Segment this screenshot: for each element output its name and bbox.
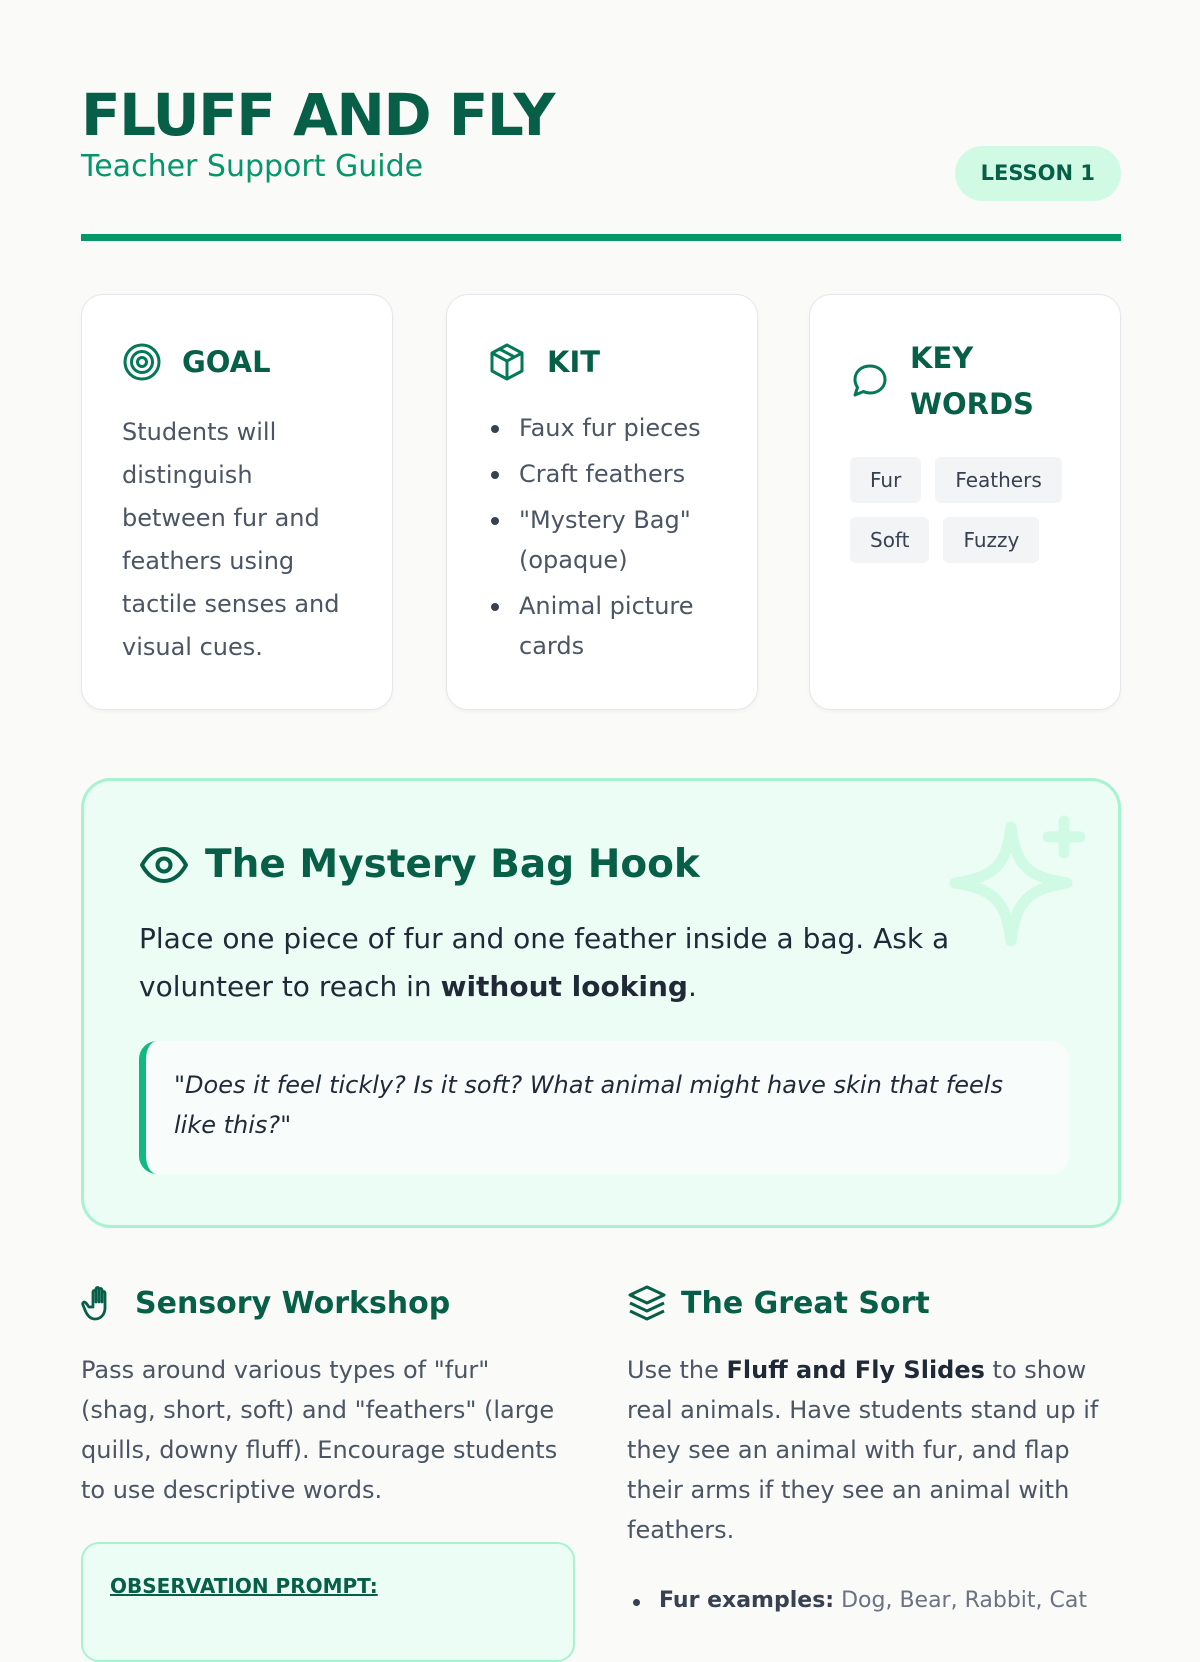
great-sort-header — [627, 1280, 1121, 1326]
hook-header — [139, 841, 700, 889]
great-sort-text-end: to show real animals. Have students stand up if they see an animal with fur, and flap their arms if they see an animal with feathers. — [627, 1356, 1099, 1544]
lesson-guide-page — [81, 0, 1121, 1613]
key-words-card-header — [850, 335, 1050, 427]
sensory-workshop-section — [81, 1280, 571, 1598]
hook-quote: "Does it feel tickly? Is it soft? What animal might have skin that feels like this?" — [139, 1041, 1069, 1174]
target-icon — [122, 342, 162, 382]
kit-list — [487, 408, 737, 672]
header-divider — [81, 234, 1121, 241]
sensory-workshop-header — [81, 1280, 571, 1326]
speech-bubble-icon — [850, 361, 890, 401]
great-sort-text — [627, 1350, 1121, 1550]
examples-list — [627, 1586, 1121, 1616]
fur-examples-label: Fur examples: — [659, 1588, 835, 1613]
sensory-workshop-title: Sensory Workshop — [135, 1285, 451, 1321]
key-words-tags — [850, 457, 1090, 563]
key-word-tag: Soft — [850, 517, 929, 563]
hook-title: The Mystery Bag Hook — [205, 842, 700, 887]
layers-icon — [627, 1283, 667, 1323]
key-words-title: KEY WORDS — [910, 341, 1034, 421]
observation-prompt-box — [81, 1542, 575, 1662]
lesson-badge: LESSON 1 — [955, 146, 1121, 201]
hook-instructions — [139, 915, 1039, 1011]
hand-icon — [81, 1283, 121, 1323]
goal-card — [81, 294, 393, 710]
key-word-tag: Feathers — [935, 457, 1061, 503]
kit-title: KIT — [547, 345, 601, 379]
goal-card-header — [122, 339, 271, 385]
kit-item: Craft feathers — [487, 454, 737, 494]
slides-reference: Fluff and Fly Slides — [726, 1356, 985, 1384]
great-sort-section — [627, 1280, 1121, 1616]
hook-text-end: . — [687, 970, 697, 1003]
goal-text: Students will distinguish between fur and feathers using tactile senses and visual cues. — [122, 418, 340, 661]
key-words-card — [809, 294, 1121, 710]
key-word-tag: Fur — [850, 457, 921, 503]
page-subtitle: Teacher Support Guide — [81, 149, 424, 184]
sensory-workshop-text: Pass around various types of "fur" (shag, short, soft) and "feathers" (large quills, downy fluff). Encourage students to use descriptive words. — [81, 1356, 558, 1504]
kit-item: Faux fur pieces — [487, 408, 737, 448]
box-icon — [487, 342, 527, 382]
kit-item: Animal picture cards — [487, 586, 737, 666]
hook-text-emphasis: without looking — [440, 970, 688, 1003]
fur-examples-value: Dog, Bear, Rabbit, Cat — [834, 1588, 1087, 1613]
kit-card — [446, 294, 758, 710]
hook-text: Place one piece of fur and one feather inside a bag. Ask a volunteer to reach in — [139, 922, 950, 1003]
kit-card-header — [487, 339, 600, 385]
page-title: FLUFF AND FLY — [81, 81, 554, 149]
page-header — [81, 80, 1121, 242]
kit-item: "Mystery Bag" (opaque) — [487, 500, 737, 580]
great-sort-title: The Great Sort — [681, 1285, 930, 1321]
fur-examples-item — [627, 1586, 1121, 1616]
mystery-bag-hook-panel — [81, 778, 1121, 1228]
great-sort-text-start: Use the — [627, 1356, 727, 1384]
observation-prompt-label: OBSERVATION PROMPT: — [110, 1574, 378, 1598]
goal-title: GOAL — [182, 345, 271, 379]
eye-icon — [139, 845, 189, 885]
key-word-tag: Fuzzy — [943, 517, 1039, 563]
